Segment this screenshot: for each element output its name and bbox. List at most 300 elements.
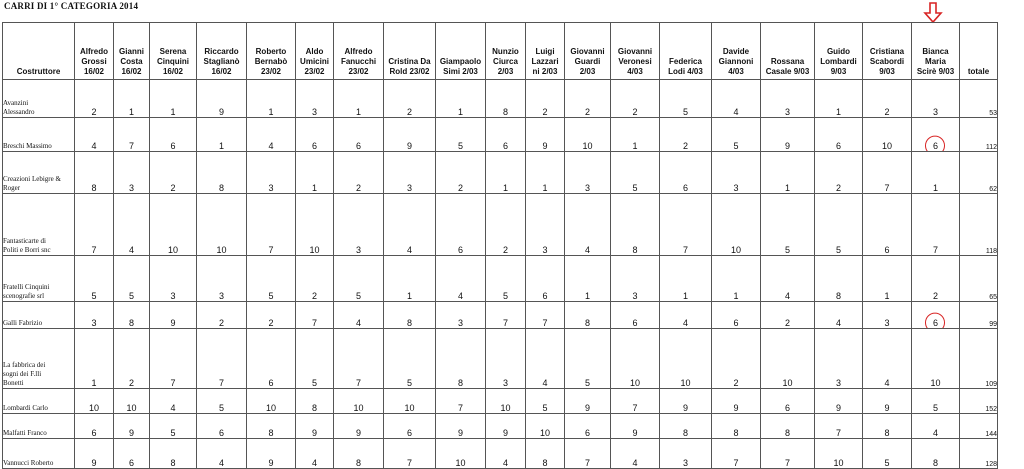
score-value: 8 bbox=[932, 458, 938, 468]
score-value: 9 bbox=[406, 141, 412, 151]
judge-header-line: 16/02 bbox=[162, 67, 184, 76]
score-value: 2 bbox=[884, 107, 890, 117]
score-value: 6 bbox=[884, 245, 890, 255]
judge-header-line: Rold 23/02 bbox=[389, 67, 430, 76]
score-cell bbox=[436, 302, 486, 329]
table-row bbox=[3, 118, 998, 152]
score-value: 3 bbox=[542, 245, 548, 255]
score-cell bbox=[334, 194, 384, 256]
judge-header-line: 16/02 bbox=[83, 67, 105, 76]
judge-header-line: Cristiana bbox=[869, 47, 905, 56]
judge-column-header bbox=[565, 23, 611, 80]
score-cell bbox=[815, 256, 863, 302]
score-cell bbox=[247, 152, 296, 194]
score-cell bbox=[197, 256, 247, 302]
builder-name-line: scenografie srl bbox=[3, 292, 45, 300]
judge-header-line: Davide bbox=[722, 47, 750, 56]
score-value: 10 bbox=[582, 141, 593, 151]
score-cell bbox=[526, 256, 565, 302]
score-value: 8 bbox=[682, 428, 688, 438]
score-value: 3 bbox=[784, 107, 790, 117]
score-value: 5 bbox=[406, 378, 412, 388]
score-cell bbox=[912, 80, 960, 118]
score-cell bbox=[660, 152, 712, 194]
score-cell bbox=[660, 414, 712, 439]
score-value: 1 bbox=[932, 183, 938, 193]
score-cell bbox=[75, 414, 114, 439]
score-cell bbox=[912, 118, 960, 152]
score-value: 10 bbox=[126, 403, 137, 413]
judge-column-header bbox=[75, 23, 114, 80]
score-cell bbox=[197, 80, 247, 118]
score-value: 4 bbox=[128, 245, 134, 255]
score-value: 10 bbox=[539, 428, 550, 438]
judge-header-line: Grossi bbox=[81, 57, 107, 66]
score-cell bbox=[863, 329, 912, 389]
score-value: 4 bbox=[733, 107, 739, 117]
total-cell: 62 bbox=[960, 152, 998, 194]
score-value: 8 bbox=[406, 318, 412, 328]
score-value: 8 bbox=[218, 183, 224, 193]
score-cell bbox=[334, 118, 384, 152]
score-cell bbox=[660, 389, 712, 414]
judge-column-header bbox=[660, 23, 712, 80]
judge-header-line: Ciurca bbox=[493, 57, 518, 66]
score-cell bbox=[384, 118, 436, 152]
judge-header-line: Giannoni bbox=[718, 57, 754, 66]
score-value: 1 bbox=[835, 107, 841, 117]
score-cell bbox=[114, 302, 150, 329]
builder-name-line: Politi e Borri snc bbox=[3, 246, 51, 254]
total-cell: 144 bbox=[960, 414, 998, 439]
judge-header-line: Scirè 9/03 bbox=[916, 67, 955, 76]
score-cell bbox=[296, 329, 334, 389]
judge-column-header bbox=[384, 23, 436, 80]
total-column-header: totale bbox=[960, 23, 998, 80]
total-cell: 152 bbox=[960, 389, 998, 414]
score-cell bbox=[565, 439, 611, 469]
judge-column-header bbox=[296, 23, 334, 80]
score-cell bbox=[75, 256, 114, 302]
judge-header-line: Giampaolo bbox=[439, 57, 482, 66]
table-row bbox=[3, 414, 998, 439]
score-cell bbox=[611, 414, 660, 439]
score-value: 2 bbox=[584, 107, 590, 117]
score-cell bbox=[384, 439, 436, 469]
score-cell bbox=[912, 389, 960, 414]
score-cell bbox=[114, 439, 150, 469]
score-value: 7 bbox=[584, 458, 590, 468]
score-value: 2 bbox=[406, 107, 412, 117]
score-value: 8 bbox=[584, 318, 590, 328]
table-row bbox=[3, 152, 998, 194]
score-cell bbox=[815, 118, 863, 152]
score-cell bbox=[526, 118, 565, 152]
score-value: 1 bbox=[584, 291, 590, 301]
score-cell bbox=[912, 414, 960, 439]
judge-header-line: 4/03 bbox=[728, 67, 744, 76]
judge-column-header bbox=[912, 23, 960, 80]
score-cell bbox=[815, 152, 863, 194]
score-value: 3 bbox=[457, 318, 463, 328]
judge-header-line: Umicini bbox=[300, 57, 329, 66]
judge-header-line: Riccardo bbox=[204, 47, 239, 56]
score-value: 10 bbox=[265, 403, 276, 413]
score-value: 6 bbox=[218, 428, 224, 438]
score-cell bbox=[436, 256, 486, 302]
score-cell bbox=[526, 194, 565, 256]
score-cell bbox=[75, 118, 114, 152]
score-value: 5 bbox=[733, 141, 739, 151]
score-cell bbox=[611, 439, 660, 469]
score-value: 6 bbox=[268, 378, 274, 388]
score-cell bbox=[75, 389, 114, 414]
judge-header-line: Luigi bbox=[535, 47, 555, 56]
score-cell bbox=[114, 152, 150, 194]
score-value: 10 bbox=[500, 403, 511, 413]
score-cell bbox=[197, 389, 247, 414]
score-value: 2 bbox=[128, 378, 134, 388]
score-value: 10 bbox=[216, 245, 227, 255]
judge-header-line: Cristina Da bbox=[388, 57, 431, 66]
score-value: 5 bbox=[884, 458, 890, 468]
score-cell bbox=[486, 389, 526, 414]
score-cell bbox=[436, 389, 486, 414]
score-value: 5 bbox=[784, 245, 790, 255]
score-cell bbox=[486, 439, 526, 469]
score-cell bbox=[436, 152, 486, 194]
score-value: 1 bbox=[733, 291, 739, 301]
builder-name-cell bbox=[3, 194, 75, 256]
score-cell bbox=[486, 152, 526, 194]
judge-header-line: Veronesi bbox=[618, 57, 652, 66]
score-cell bbox=[712, 256, 761, 302]
score-value: 5 bbox=[502, 291, 508, 301]
score-cell bbox=[660, 302, 712, 329]
score-cell bbox=[565, 256, 611, 302]
builder-name-cell bbox=[3, 414, 75, 439]
score-value: 1 bbox=[170, 107, 176, 117]
judge-column-header bbox=[712, 23, 761, 80]
judge-header-line: Guardi bbox=[574, 57, 601, 66]
score-cell bbox=[712, 118, 761, 152]
score-value: 8 bbox=[170, 458, 176, 468]
judge-column-header bbox=[761, 23, 815, 80]
score-cell bbox=[247, 414, 296, 439]
score-value: 2 bbox=[91, 107, 97, 117]
score-value: 5 bbox=[91, 291, 97, 301]
score-cell bbox=[815, 439, 863, 469]
judge-header-line: ni 2/03 bbox=[532, 67, 558, 76]
score-value: 10 bbox=[881, 141, 892, 151]
judge-header-line: 16/02 bbox=[211, 67, 232, 76]
score-cell bbox=[486, 256, 526, 302]
score-cell bbox=[565, 329, 611, 389]
score-value: 3 bbox=[932, 107, 938, 117]
score-cell bbox=[150, 194, 197, 256]
score-value: 3 bbox=[91, 318, 97, 328]
builder-name-line: Lombardi Carlo bbox=[3, 404, 48, 412]
score-value: 10 bbox=[782, 378, 793, 388]
judge-header-line: Roberto bbox=[255, 47, 287, 56]
score-value: 10 bbox=[88, 403, 99, 413]
score-cell bbox=[150, 256, 197, 302]
builder-name-cell bbox=[3, 439, 75, 469]
score-cell bbox=[863, 256, 912, 302]
score-value: 5 bbox=[835, 245, 841, 255]
score-cell bbox=[334, 80, 384, 118]
scores-table bbox=[2, 22, 998, 469]
score-cell bbox=[247, 329, 296, 389]
builder-name-line: La fabbrica dei bbox=[3, 361, 46, 369]
score-value: 2 bbox=[355, 183, 361, 193]
score-value: 5 bbox=[128, 291, 134, 301]
score-cell bbox=[114, 80, 150, 118]
score-value: 1 bbox=[884, 291, 890, 301]
score-value: 1 bbox=[268, 107, 274, 117]
builder-name-line: Roger bbox=[3, 184, 21, 192]
score-cell bbox=[75, 439, 114, 469]
score-cell bbox=[912, 152, 960, 194]
score-value: 3 bbox=[406, 183, 412, 193]
score-value: 1 bbox=[355, 107, 361, 117]
score-value: 6 bbox=[128, 458, 134, 468]
down-arrow-icon bbox=[923, 2, 943, 24]
judge-header-line: 9/03 bbox=[879, 67, 895, 76]
score-cell bbox=[384, 194, 436, 256]
score-value: 1 bbox=[457, 107, 463, 117]
score-value: 3 bbox=[218, 291, 224, 301]
score-cell bbox=[436, 439, 486, 469]
score-cell bbox=[334, 329, 384, 389]
judge-header-line: Bianca bbox=[922, 47, 949, 56]
judge-header-line: Lazzari bbox=[531, 57, 559, 66]
score-cell bbox=[815, 329, 863, 389]
score-value: 4 bbox=[932, 428, 938, 438]
builder-name-cell bbox=[3, 329, 75, 389]
score-cell bbox=[761, 414, 815, 439]
score-cell bbox=[761, 118, 815, 152]
score-cell bbox=[611, 329, 660, 389]
score-value: 10 bbox=[629, 378, 640, 388]
score-value: 7 bbox=[784, 458, 790, 468]
score-value: 9 bbox=[311, 428, 317, 438]
judge-header-line: Bernabò bbox=[254, 57, 288, 66]
score-value: 8 bbox=[784, 428, 790, 438]
score-value: 5 bbox=[218, 403, 224, 413]
score-cell bbox=[197, 302, 247, 329]
score-value: 4 bbox=[406, 245, 412, 255]
score-cell bbox=[712, 302, 761, 329]
score-cell bbox=[150, 439, 197, 469]
score-value: 8 bbox=[268, 428, 274, 438]
score-value: 5 bbox=[932, 403, 938, 413]
score-cell bbox=[526, 389, 565, 414]
score-cell bbox=[150, 414, 197, 439]
score-value: 2 bbox=[835, 183, 841, 193]
score-value: 7 bbox=[733, 458, 739, 468]
table-row bbox=[3, 194, 998, 256]
score-value: 6 bbox=[502, 141, 508, 151]
judge-header-line: 23/02 bbox=[348, 67, 369, 76]
score-cell bbox=[384, 302, 436, 329]
score-cell bbox=[526, 80, 565, 118]
score-value: 1 bbox=[542, 183, 548, 193]
score-value: 9 bbox=[584, 403, 590, 413]
score-cell bbox=[815, 302, 863, 329]
judge-header-line: Nunzio bbox=[492, 47, 519, 56]
score-value: 8 bbox=[884, 428, 890, 438]
score-cell bbox=[114, 256, 150, 302]
score-cell bbox=[247, 256, 296, 302]
score-value: 10 bbox=[680, 378, 691, 388]
builder-name-line: Avanzini bbox=[3, 99, 29, 107]
score-cell bbox=[863, 80, 912, 118]
score-value: 6 bbox=[457, 245, 463, 255]
judge-header-line: 4/03 bbox=[627, 67, 643, 76]
score-cell bbox=[761, 439, 815, 469]
score-cell bbox=[761, 194, 815, 256]
score-cell bbox=[334, 439, 384, 469]
score-cell bbox=[75, 302, 114, 329]
score-value: 7 bbox=[91, 245, 97, 255]
total-cell: 118 bbox=[960, 194, 998, 256]
score-value: 9 bbox=[128, 428, 134, 438]
score-value: 3 bbox=[268, 183, 274, 193]
score-value: 3 bbox=[733, 183, 739, 193]
score-cell bbox=[526, 439, 565, 469]
score-cell bbox=[296, 194, 334, 256]
score-cell bbox=[526, 329, 565, 389]
score-cell bbox=[296, 414, 334, 439]
score-value: 3 bbox=[632, 291, 638, 301]
score-value: 1 bbox=[311, 183, 317, 193]
score-cell bbox=[761, 256, 815, 302]
total-cell: 99 bbox=[960, 302, 998, 329]
score-value: 4 bbox=[632, 458, 638, 468]
builder-name-line: Malfatti Franco bbox=[3, 429, 47, 437]
score-value: 10 bbox=[167, 245, 178, 255]
score-cell bbox=[815, 80, 863, 118]
score-cell bbox=[863, 302, 912, 329]
score-value: 5 bbox=[682, 107, 688, 117]
score-cell bbox=[611, 118, 660, 152]
judge-column-header bbox=[436, 23, 486, 80]
score-cell bbox=[565, 152, 611, 194]
score-value: 9 bbox=[170, 318, 176, 328]
builder-name-line: Fantasticarte di bbox=[3, 237, 46, 245]
score-cell bbox=[660, 118, 712, 152]
judge-column-header bbox=[486, 23, 526, 80]
score-cell bbox=[761, 389, 815, 414]
judge-header-line: Casale 9/03 bbox=[765, 67, 810, 76]
score-cell bbox=[565, 389, 611, 414]
score-value: 9 bbox=[502, 428, 508, 438]
score-cell bbox=[197, 329, 247, 389]
score-value: 7 bbox=[406, 458, 412, 468]
score-value: 2 bbox=[542, 107, 548, 117]
score-cell bbox=[912, 302, 960, 329]
builder-name-cell bbox=[3, 302, 75, 329]
score-value: 2 bbox=[632, 107, 638, 117]
total-cell: 65 bbox=[960, 256, 998, 302]
judge-header-line: Serena bbox=[159, 47, 187, 56]
judge-header-line: Scabordi bbox=[869, 57, 905, 66]
builder-name-line: Galli Fabrizio bbox=[3, 319, 43, 327]
score-value: 7 bbox=[311, 318, 317, 328]
judge-header-line: Fanucchi bbox=[340, 57, 377, 66]
score-cell bbox=[912, 256, 960, 302]
score-value: 3 bbox=[884, 318, 890, 328]
score-value: 9 bbox=[733, 403, 739, 413]
builder-name-cell bbox=[3, 80, 75, 118]
score-value: 9 bbox=[457, 428, 463, 438]
score-cell bbox=[436, 194, 486, 256]
score-cell bbox=[863, 389, 912, 414]
score-cell bbox=[247, 439, 296, 469]
score-value: 3 bbox=[311, 107, 317, 117]
score-cell bbox=[712, 152, 761, 194]
judge-header-line: Aldo bbox=[305, 47, 324, 56]
score-value: 2 bbox=[218, 318, 224, 328]
judge-header-line: Guido bbox=[826, 47, 851, 56]
score-value: 10 bbox=[404, 403, 415, 413]
score-value: 9 bbox=[91, 458, 97, 468]
judge-column-header bbox=[114, 23, 150, 80]
score-cell bbox=[247, 80, 296, 118]
header-row bbox=[3, 23, 998, 80]
score-value: 1 bbox=[502, 183, 508, 193]
score-value: 9 bbox=[268, 458, 274, 468]
score-value: 3 bbox=[502, 378, 508, 388]
score-cell bbox=[384, 329, 436, 389]
judge-header-line: 9/03 bbox=[830, 67, 847, 76]
score-value: 1 bbox=[406, 291, 412, 301]
score-cell bbox=[565, 118, 611, 152]
score-value: 1 bbox=[91, 378, 97, 388]
score-cell bbox=[296, 152, 334, 194]
score-value: 4 bbox=[218, 458, 224, 468]
judge-column-header bbox=[611, 23, 660, 80]
score-cell bbox=[712, 80, 761, 118]
table-row bbox=[3, 389, 998, 414]
judge-header-line: Alfredo bbox=[80, 47, 108, 56]
score-value: 2 bbox=[682, 141, 688, 151]
score-cell bbox=[114, 389, 150, 414]
score-cell bbox=[863, 152, 912, 194]
score-cell bbox=[611, 389, 660, 414]
score-cell bbox=[197, 414, 247, 439]
table-row bbox=[3, 439, 998, 469]
score-cell bbox=[611, 256, 660, 302]
score-cell bbox=[384, 152, 436, 194]
score-cell bbox=[334, 389, 384, 414]
score-cell bbox=[436, 414, 486, 439]
table-row bbox=[3, 302, 998, 329]
builder-name-line: Breschi Massimo bbox=[3, 142, 52, 150]
total-cell: 128 bbox=[960, 439, 998, 469]
score-value: 6 bbox=[632, 318, 638, 328]
score-cell bbox=[761, 302, 815, 329]
score-value: 4 bbox=[457, 291, 463, 301]
builder-name-cell bbox=[3, 389, 75, 414]
score-value: 2 bbox=[311, 291, 317, 301]
document-title: CARRI DI 1° CATEGORIA 2014 bbox=[4, 1, 139, 11]
judge-header-line: 16/02 bbox=[121, 67, 142, 76]
score-value: 6 bbox=[835, 141, 841, 151]
score-value: 8 bbox=[91, 183, 97, 193]
score-cell bbox=[565, 194, 611, 256]
